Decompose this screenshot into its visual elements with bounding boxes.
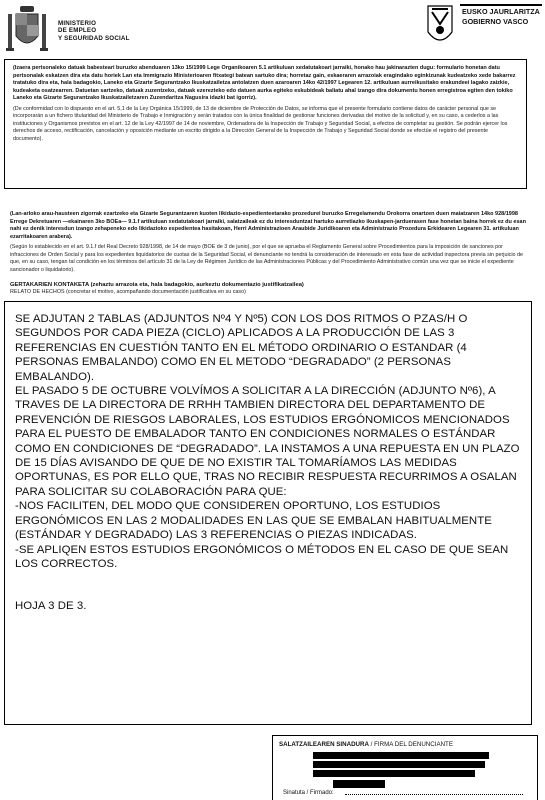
privacy-notice-basque: (Izaera pertsonaleko datuak babesteari buruzko abenduaren 13ko 15/1999 Lege Organikoaren 5.1 artikuluan xedatutakoari jarraiki, honako hau jakinarazten dugu: formulario honetan datu pertsonalak eskatzen dira eta datu horiek Lan eta Immigrazio Ministerioaren fitxategi batean sartuko dira; horretaz gain, eskaeraren arrazoiak eragindako eginkizunak kudeatzeko xede bakarrez tratatuko dira eta, hala badagokio, Laneko eta Gizarte Segurantzako Ikuskatzailetza antolatzen duen azaroaren 14ko 42/1997 Legearen 12. artikuluan aurreikusitako erakundeei lagako zaizkie, kudeaketa osatzearren. Datuetan sartzeko, datuak zuzentzeko, datuak ezerezteko edo datuen aurka egiteko eskubideak baliatu ahal izango dira dokumentu honen erregistroa egiten den tokiko Laneko eta Gizarte Segurantzako Ikuskatzailetzaren Zuzendaritza Nagusira idazki bat igorriz).	[13, 65, 516, 102]
redacted-address-bar	[313, 770, 475, 777]
signed-by-label: Sinatuta / Firmado:	[283, 790, 334, 796]
basque-government-name: EUSKO JAURLARITZA GOBIERNO VASCO	[462, 7, 540, 26]
facts-header-spanish: RELATO DE HECHOS (concretar el motivo, acompañando documentación justificativa en su caso)	[10, 289, 246, 295]
redacted-name-bar	[313, 752, 489, 759]
privacy-notice-box	[4, 59, 527, 189]
coat-of-arms-icon	[6, 6, 48, 54]
interested-party-notice	[10, 211, 530, 274]
facts-paragraph: -NOS FACILITEN, DEL MODO QUE CONSIDEREN OPORTUNO, LOS ESTUDIOS ERGONÓMICOS EN LAS 2 MODALIDADES EN LAS QUE SE EMBALAN HABITUALMENTE (ESTÁNDAR Y DEGRADADO) LAS 3 REFERENCIAS O PIEZAS INDICADAS.	[15, 500, 492, 542]
facts-text-box[interactable]	[4, 301, 532, 725]
header-rule	[460, 4, 542, 6]
facts-header-basque: GERTAKARIEN KONTAKETA (zehaztu arrazoia eta, hala badagokio, aurkeztu dokumentazio justifikatzailea)	[10, 282, 304, 288]
signature-label: SALATZAILEAREN SINADURA / FIRMA DEL DENUNCIANTE	[279, 741, 453, 748]
privacy-notice-spanish: (De conformidad con lo dispuesto en el art. 5,1 de la Ley Orgánica 15/1999, de 13 de diciembre de Protección de Datos, se informa que el presente formulario contiene datos de carácter personal que se incorporarán a un fichero titularidad del Ministerio de Trabajo e Inmigración y serán tratados con la única finalidad de gestionar funciones derivadas del motivo de la solicitud y, en su caso, a cederlos a las instituciones y Organismos previstos en el art. 12 de la Ley 42/1997 de 14 de noviembre, Ordenadora de la Inspección de Trabajo y Seguridad Social, a efectos de completar su gestión. Se podrán ejercer los derechos de acceso, rectificación, cancelación y oposición mediante un escrito dirigido a la Dirección General de la Inspección de Trabajo y Seguridad Social donde se efectúe el registro del presente documento).	[13, 105, 508, 142]
redacted-id-bar	[313, 761, 485, 768]
notice-spanish: (Según lo establecido en el art. 9.1.f del Real Decreto 928/1998, de 14 de mayo (BOE de 3 de junio), por el que se aprueba el Reglamento General sobre Procedimientos para la imposición de sanciones por infracciones de Orden Social y para los expedientes liquidatorios de cuotas de la Seguridad Social, el denunciante no tendrá la consideración de interesado en esta fase de actividad inspectora previa sin perjuicio de que, en su caso, tengan tal condición en los términos del artículo 31 de la Ley de Régimen Jurídico de las Administraciones Públicas y del Procedimiento Administrativo común una vez que se inicie el expediente sancionador o liquidatorio).	[10, 244, 524, 273]
redacted-signature-bar	[333, 780, 385, 788]
basque-government-logo-icon	[426, 4, 454, 48]
facts-paragraph: EL PASADO 5 DE OCTUBRE VOLVÍMOS A SOLICITAR A LA DIRECCIÓN (ADJUNTO Nº6), A TRAVES DE LA DIRECTORA DE RRHH TAMBIEN DIRECTORA DEL DEPARTAMENTO DE PREVENCIÓN DE RIESGOS LABORALES, LOS ESTUDIOS ERGÓNOMICOS MENCIONADOS PARA EL PUESTO DE EMBALADOR TANTO EN CONDICIONES NORMALES O ESTÁNDAR COMO EN CONDICIONES DE “DEGRADADO”. LA INSTAMOS A UNA REPUESTA EN UN PLAZO DE 15 DÍAS AVISANDO DE QUE DE NO EXISTIR TAL TOMARÍAMOS LAS MEDIDAS OPORTUNAS, ES POR ELLO QUE, TRAS NO RECIBIR RESPUESTA RECURRIMOS A OSALAN PARA SOLICITAR SU COLABORACIÓN PARA QUE:	[15, 385, 520, 498]
signature-box[interactable]	[272, 735, 538, 800]
facts-paragraph: SE ADJUTAN 2 TABLAS (ADJUNTOS Nº4 Y Nº5) CON LOS DOS RITMOS O PZAS/H O SEGUNDOS POR CADA PIEZA (CICLO) APLICADOS A LA PRODUCCIÓN DE LAS 3 REFERENCIAS EN CUESTIÓN TANTO EN EL MÉTODO ORDINARIO O ESTANDAR (4 PERSONAS EMBALANDO) COMO EN EL METODO “DEGRADADO” (2 PERSONAS EMBALANDO).	[15, 313, 468, 383]
notice-basque: (Lan-arloko arau-hausteen zigorrak ezartzeko eta Gizarte Segurantzaren kuoten likidazio-espedienteetarako prozedurei buruzko Erregelamendu Orokorra onartzen duen maiatzaren 14ko 928/1998 Errege Dekretuaren —ekainaren 3ko BOEa— 9.1.f artikuluan xedatutakoari jarraiki, salatzaileak ez du interesduntzat hartuko aurretiazko ikuskapen-jarduerasen fase honetan baina horrek ez du esan nahi ez denik interesdun izango zehapeneko edo likidazioko espedientea hasitakoan, Herri Administrazioen Araubide Juridikoaren eta Administrazio Prozedura Erkidearen Legearen 31. artikuluan ezarritakoaren arabera).	[10, 211, 526, 240]
signature-line	[345, 794, 523, 795]
facts-section-header	[10, 281, 530, 297]
ministry-name: MINISTERIO DE EMPLEO Y SEGURIDAD SOCIAL	[58, 20, 130, 42]
facts-paragraph: -SE APLIQEN ESTOS ESTUDIOS ERGONÓMICOS O MÉTODOS EN EL CASO DE QUE SEAN LOS CORRECTOS.	[15, 543, 509, 570]
page-number-note: HOJA 3 DE 3.	[15, 600, 87, 613]
facts-body	[15, 312, 521, 614]
